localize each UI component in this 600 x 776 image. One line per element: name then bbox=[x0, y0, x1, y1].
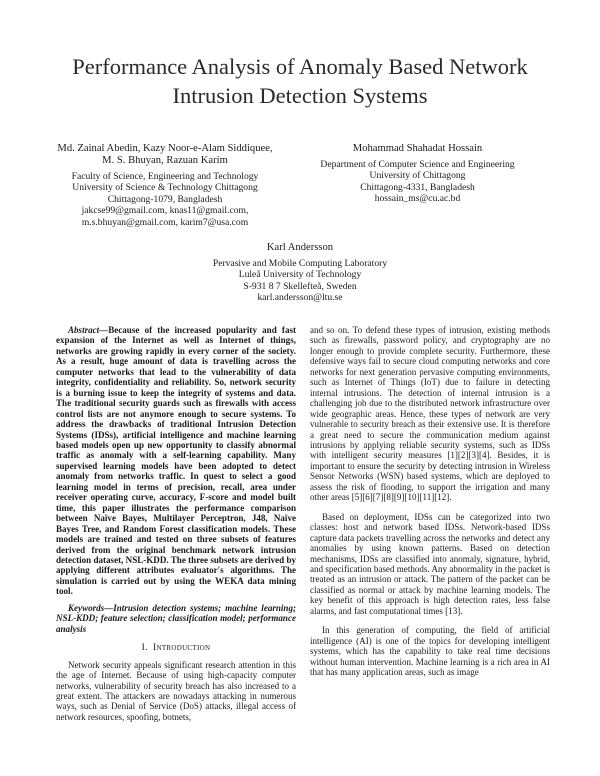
affiliation-line: Pervasive and Mobile Computing Laboratory bbox=[212, 258, 388, 269]
affiliation-line: Luleå University of Technology bbox=[238, 269, 362, 281]
author-block-right bbox=[300, 143, 535, 205]
body-paragraph: In this generation of computing, the field of artificial intelligence (AI) is one of the topics for developing intelligent systems, which has the capability to take real time decisions without human intervention. Machine learning is a rich area in AI that has many application areas, such as image bbox=[310, 625, 550, 678]
title-line-2: Intrusion Detection Systems bbox=[172, 83, 428, 108]
author-name: Karl Andersson bbox=[266, 242, 334, 253]
email-line: karl.andersson@ltu.se bbox=[257, 292, 343, 304]
affiliation-line: S-931 8 7 Skellefteå, Sweden bbox=[243, 280, 357, 292]
abstract bbox=[56, 325, 296, 597]
abstract-label: Abstract— bbox=[68, 325, 109, 335]
affiliation-line: Chittagong-1079, Bangladesh bbox=[107, 193, 223, 205]
paper-title bbox=[30, 52, 570, 110]
section-numeral: I. bbox=[141, 643, 148, 654]
author-block-left bbox=[40, 143, 290, 228]
keywords: Keywords—Intrusion detection systems; machine learning; NSL-KDD; feature selection; classification model; performance analysis bbox=[56, 602, 296, 634]
body-paragraph: Network security appeals significant research attention in this the age of Internet. Because of using high-capacity computer networks, vulnerability of security breach has also increased to a great extent. The attackers are nowadays attacking in numerous ways, such as Denial of Service (DoS) attacks, illegal access of network resources, spoofing, botnets, bbox=[56, 659, 296, 722]
affiliation-line: University of Science & Technology Chittagong bbox=[72, 182, 258, 194]
email-line: m.s.bhuyan@gmail.com, karim7@usa.com bbox=[81, 216, 249, 228]
section-heading-introduction bbox=[56, 643, 296, 653]
affiliation-line: Chittagong-4331, Bangladesh bbox=[360, 181, 475, 193]
abstract-text: Because of the increased popularity and fast expansion of the Internet as well as Internet of things, networks are growing rapidly in every corner of the society. As a result, huge amount of data is travelling across the computer networks that lead to the vulnerability of data integrity, confidentiality and reliability. So, network security is a burning issue to keep the integrity of systems and data. The traditional security guards such as firewalls with access control lists are not anymore enough to secure systems. To address the drawbacks of traditional Intrusion Detection Systems (IDSs), artificial intelligence and machine learning based models open up new opportunity to classify abnormal traffic as anomaly with a self-learning capability. Many supervised learning models have been adopted to detect anomaly from networks traffic. In quest to select a good learning model in terms of precision, recall, area under receiver operating curve, accuracy, F-score and model built time, this paper illustrates the performance comparison between Naïve Bayes, Multilayer Perceptron, J48, Naïve Bayes Tree, and Random Forest classification models. These models are trained and tested on three subsets of features derived from the original benchmark network intrusion detection dataset, NSL-KDD. The three subsets are derived by applying different attributes evaluator's algorithms. The simulation is carried out by using the WEKA data mining tool. bbox=[56, 325, 296, 597]
email-line: jakcse99@gmail.com, knas11@gmail.com, bbox=[81, 205, 249, 217]
author-block-center bbox=[175, 242, 425, 304]
affiliation-line: Department of Computer Science and Engineering bbox=[320, 159, 515, 170]
author-names-line-1: Md. Zainal Abedin, Kazy Noor-e-Alam Siddiquee, bbox=[57, 143, 273, 154]
body-paragraph: and so on. To defend these types of intrusion, existing methods such as firewalls, password policy, and cryptography are no longer enough to provide complete security. Furthermore, these defensive ways fail to secure cloud computing networks and core networks for next generation pervasive computing environments, such as Internet of Things (IoT) due to failure in detecting internal intrusions. The detection of internal intrusion is a challenging job due to the distributed network infrastructure over wide geographic areas. Hence, these types of network are very vulnerable to security breach as their extensive use. It is therefore a great need to secure the communication medium against intrusions by applying reliable security systems, such as IDSs with intelligent security measures [1][2][3][4]. Besides, it is important to ensure the security by detecting intrusion in Wireless Sensor Networks (WSN) based systems, which are deployed to assess the risk of flooding, to support the irrigation and many other areas [5][6][7][8][9][10][11][12]. bbox=[310, 325, 550, 503]
title-line-1: Performance Analysis of Anomaly Based Network bbox=[72, 54, 528, 79]
author-name: Mohammad Shahadat Hossain bbox=[352, 143, 483, 154]
affiliation-line: Faculty of Science, Engineering and Technology bbox=[71, 171, 259, 182]
section-title: Introduction bbox=[153, 643, 211, 654]
email-line: hossain_ms@cu.ac.bd bbox=[374, 193, 461, 205]
author-names-line-2: M. S. Bhuyan, Razuan Karim bbox=[102, 155, 228, 166]
left-column bbox=[56, 325, 296, 722]
affiliation-line: University of Chittagong bbox=[369, 170, 466, 182]
right-column bbox=[310, 325, 550, 678]
body-paragraph: Based on deployment, IDSs can be categorized into two classes: host and network based IDSs. Network-based IDSs capture data packets travelling across the networks and detect any anomalies by using known patterns. Based on detection mechanisms, IDSs are classified into anomaly, signature, hybrid, and specification based methods. Any abnormality in the packet is treated as an intrusion or attack. The pattern of the packet can be classified as normal or attack by machine learning models. The key benefit of this approach is high detection rates, less false alarms, and fast computational times [13]. bbox=[310, 511, 550, 616]
